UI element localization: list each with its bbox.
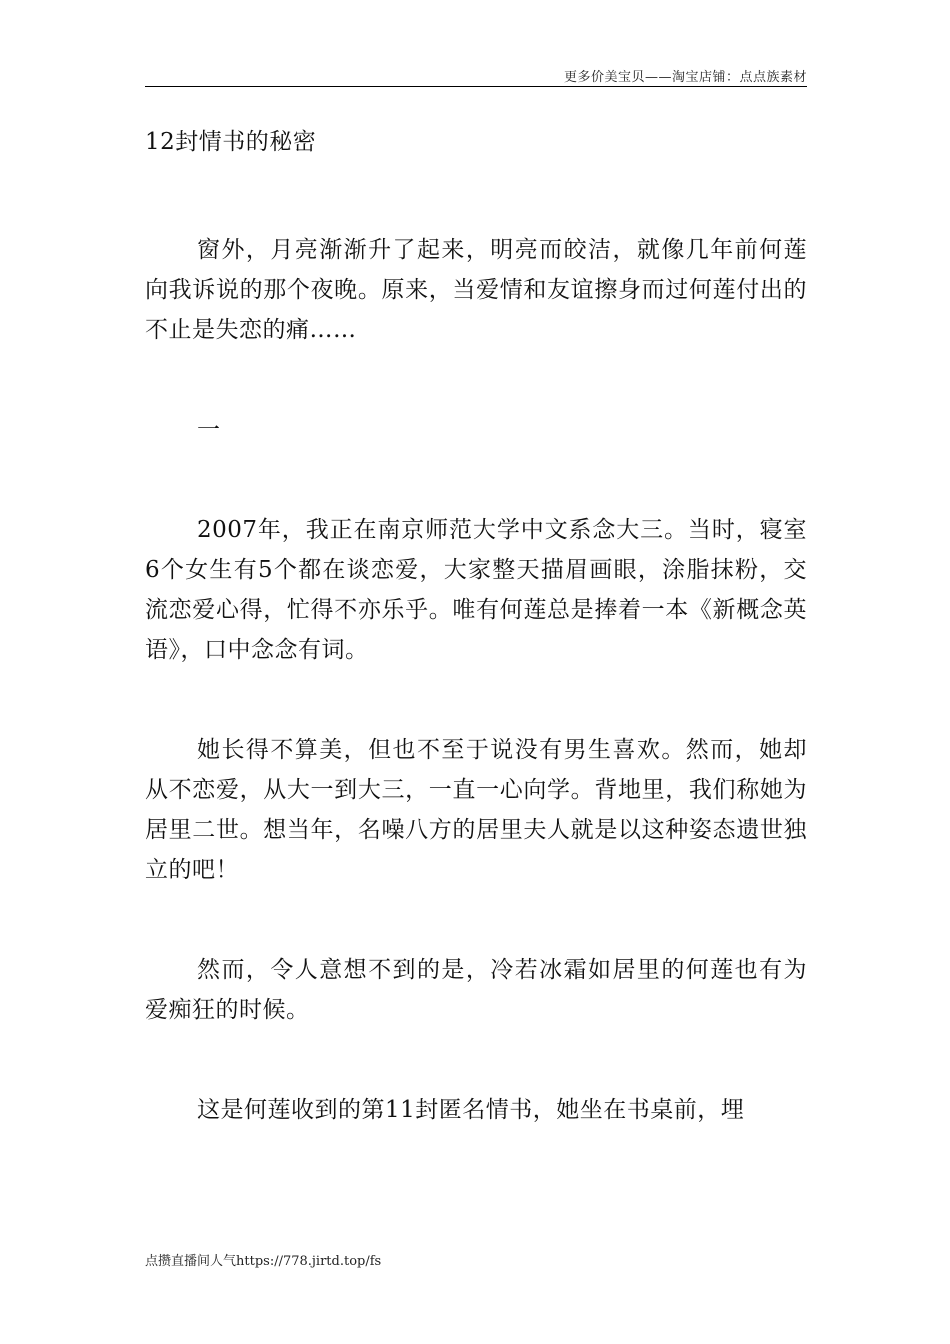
spacer: [145, 350, 807, 410]
page-footer: 点攒直播间人气https://778.jirtd.top/fs: [145, 1254, 382, 1269]
spacer: [145, 670, 807, 730]
paragraph-intro: 窗外，月亮渐渐升了起来，明亮而皎洁，就像几年前何莲向我诉说的那个夜晚。原来，当爱情和友谊擦身而过何莲付出的不止是失恋的痛……: [145, 237, 807, 343]
spacer: [145, 450, 807, 510]
paragraph: 她长得不算美，但也不至于说没有男生喜欢。然而，她却从不恋爱，从大一到大三，一直一心向学。背地里，我们称她为居里二世。想当年，名噪八方的居里夫人就是以这种姿态遗世独立的吧！: [145, 737, 807, 883]
header-divider: [145, 86, 807, 87]
section-heading: 一: [197, 417, 221, 443]
spacer: [145, 162, 807, 230]
spacer: [145, 1030, 807, 1090]
document-body: [145, 122, 807, 1130]
paragraph: 这是何莲收到的第11封匿名情书，她坐在书桌前，埋: [197, 1097, 745, 1123]
document-title: 12封情书的秘密: [145, 129, 317, 155]
spacer: [145, 890, 807, 950]
page-header: 更多价美宝贝——淘宝店铺：点点族素材: [563, 70, 807, 85]
paragraph: 2007年，我正在南京师范大学中文系念大三。当时，寝室6个女生有5个都在谈恋爱，大家整天描眉画眼，涂脂抹粉，交流恋爱心得，忙得不亦乐乎。唯有何莲总是捧着一本《新概念英语》，口中念念有词。: [145, 517, 807, 663]
paragraph: 然而，令人意想不到的是，冷若冰霜如居里的何莲也有为爱痴狂的时候。: [145, 957, 807, 1023]
